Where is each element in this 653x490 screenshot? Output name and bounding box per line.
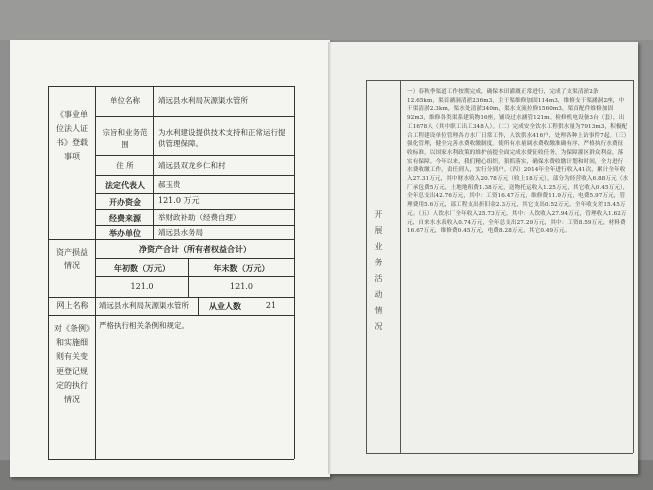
grid-line [366, 80, 633, 81]
web-name-value: 靖远县水利局灰源渠水管所 [99, 301, 189, 310]
grid-line [95, 276, 294, 277]
grid-line [48, 86, 49, 459]
net-assets-header: 净资产合计（所有者权益合计） [139, 244, 251, 254]
business-activities-text: 一）春秋季渠道工作按期完成，确保本田灌溉正常进行，完成了支渠清淤2条12.65km，渠首涵洞清淤236m3，主干渠维修加固114m3，维修支干渠涵洞2座，中干渠清淤2.3km，渠水处清淤340m，渠水支流拉修1560m3，渠首配件维修加固92m3，维修各类渠系建筑物16座，铺设过水涵管121m。检修机电设备3台（套），出工1678人（其中职工出工348人）。（二）完成安全饮水工程供水量为7913m3，积极配合工程建设单位管理各方水厂日常工作，人饮供水416户，处理各种上访事件7起。（三）强化管理，健全完善水费收缴制度。使所有水量调水费收缴准确有序，严格执行水费征收标准，以国家水利政策的维护前提全面完成水费征收任务，为保障灌区群众利益，落实有保障。今年以来，我们精心组织，狠抓落实，确保水费收缴计划和时间，全力进行水费收缴工作，责任到人，实行分到户。（四）2014年全年进行收入41次，累计全年收入27.31万元，其中财水收入20.78万元（收上18万元），部分为经营收入6.88万元（水厂承包费5万元，土地地租费1.38万元，送物托运收入1.25万元，其它收入0.45万元），全年总支出42.76万元，其中：工资16.47万元，维修费11.9万元，电费5.97万元，管理费用5.6万元，部工程支出折旧金2.3万元，其它支出0.52万元。全年收支差15.45万元。（五）人饮水厂全年收入25.73万元，其中：人饮收入27.94万元，管理收入1.62万元，自来水水表收入0.74万元，全年总支出27.29万元，其中：工资8.59万元，材料费16.67万元，维修费0.45万元，电费8.28万元，其它0.49万元。 [407, 89, 629, 235]
business-activities-label: 开展业务活动情况 [374, 210, 383, 338]
grid-line [95, 116, 294, 117]
sponsor-label: 举办单位 [109, 228, 141, 238]
unit-name-label: 单位名称 [110, 96, 140, 105]
grid-line [400, 80, 401, 453]
regulation-value: 严格执行相关条例和规定。 [99, 321, 189, 330]
purpose-label: 宗旨和业务范围 [102, 128, 148, 149]
capital-value: 121.0 万元 [158, 196, 200, 205]
grid-line [95, 209, 294, 210]
grid-line [198, 297, 199, 315]
grid-line [366, 453, 633, 454]
staff-count-label: 从业人数 [209, 301, 241, 311]
regulation-section-label: 对《条例》和实施细则有关变更登记规定的执行情况 [54, 324, 90, 405]
grid-line [366, 80, 367, 453]
grid-line [95, 225, 294, 226]
grid-line [95, 175, 294, 176]
year-end-value: 121.0 [230, 282, 253, 291]
address-label: 住 所 [116, 161, 134, 170]
year-start-label: 年初数（万元） [114, 263, 170, 273]
address-value: 靖远县双龙乡仁和村 [158, 161, 226, 170]
year-end-label: 年末数（万元） [213, 263, 270, 273]
web-name-label: 网上名称 [56, 301, 89, 310]
assets-section-label: 资产损益情况 [56, 248, 88, 270]
grid-line [95, 297, 96, 459]
unit-name-value: 靖远县水利局灰源渠水管所 [158, 96, 248, 105]
grid-line [48, 239, 294, 240]
year-start-value: 121.0 [130, 282, 154, 291]
page-fold [328, 42, 331, 474]
grid-line [95, 258, 294, 259]
grid-line [95, 155, 294, 156]
legal-rep-value: 郝玉贵 [158, 180, 181, 189]
grid-line [633, 80, 634, 453]
grid-line [153, 86, 154, 239]
grid-line [48, 86, 294, 87]
registration-section-label: 《事业单位法人证书》登载事项 [56, 110, 88, 161]
funding-source-label: 经费来源 [109, 213, 141, 223]
grid-line [48, 297, 294, 298]
staff-count-value: 21 [265, 301, 277, 310]
grid-line [48, 459, 294, 460]
grid-line [95, 86, 96, 239]
funding-source-value: 举财政补助（经费自理） [158, 213, 241, 222]
grid-line [294, 86, 295, 459]
legal-rep-label: 法定代表人 [105, 180, 145, 190]
sponsor-value: 靖远县水务局 [158, 228, 203, 237]
capital-label: 开办资金 [109, 197, 141, 207]
purpose-value: 为水利建设提供技术支持和正常运行提供管理保障。 [158, 128, 286, 148]
grid-line [95, 193, 294, 194]
background-top [0, 0, 653, 40]
grid-line [48, 315, 294, 316]
